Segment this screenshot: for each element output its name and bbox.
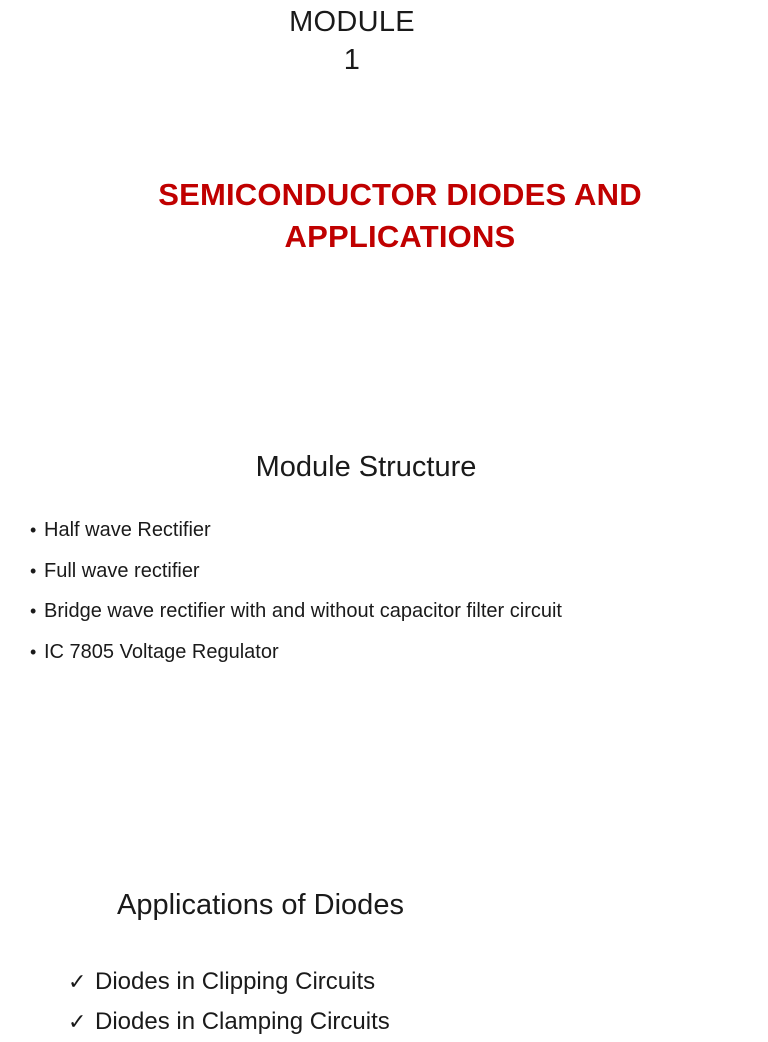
list-item-text: Bridge wave rectifier with and without capacitor filter circuit [44,600,562,622]
list-item-text: Half wave Rectifier [44,519,211,541]
applications-list [68,962,390,1042]
module-number: 1 [343,44,361,76]
list-item [30,591,562,632]
list-item [68,962,390,1002]
applications-heading: Applications of Diodes [117,889,404,921]
checkmark-icon: ✓ [68,969,87,994]
list-item [30,551,562,592]
bullet-icon: • [30,560,37,581]
title-line-1: SEMICONDUCTOR DIODES AND [158,177,642,212]
list-item [68,1002,390,1042]
list-item-text: Full wave rectifier [44,559,200,582]
list-item [30,510,562,551]
list-item-text: IC 7805 Voltage Regulator [44,640,279,663]
module-label: MODULE [289,6,415,38]
bullet-icon: • [30,601,37,621]
bullet-icon: • [30,641,37,662]
list-item-text: Diodes in Clamping Circuits [95,1008,390,1035]
list-item [30,632,562,673]
checkmark-icon: ✓ [68,1009,87,1034]
title-line-2: APPLICATIONS [284,219,516,254]
structure-list [30,510,562,672]
list-item-text: Diodes in Clipping Circuits [95,968,376,995]
structure-heading: Module Structure [255,451,477,483]
page-title [0,174,768,258]
bullet-icon: • [30,520,37,540]
